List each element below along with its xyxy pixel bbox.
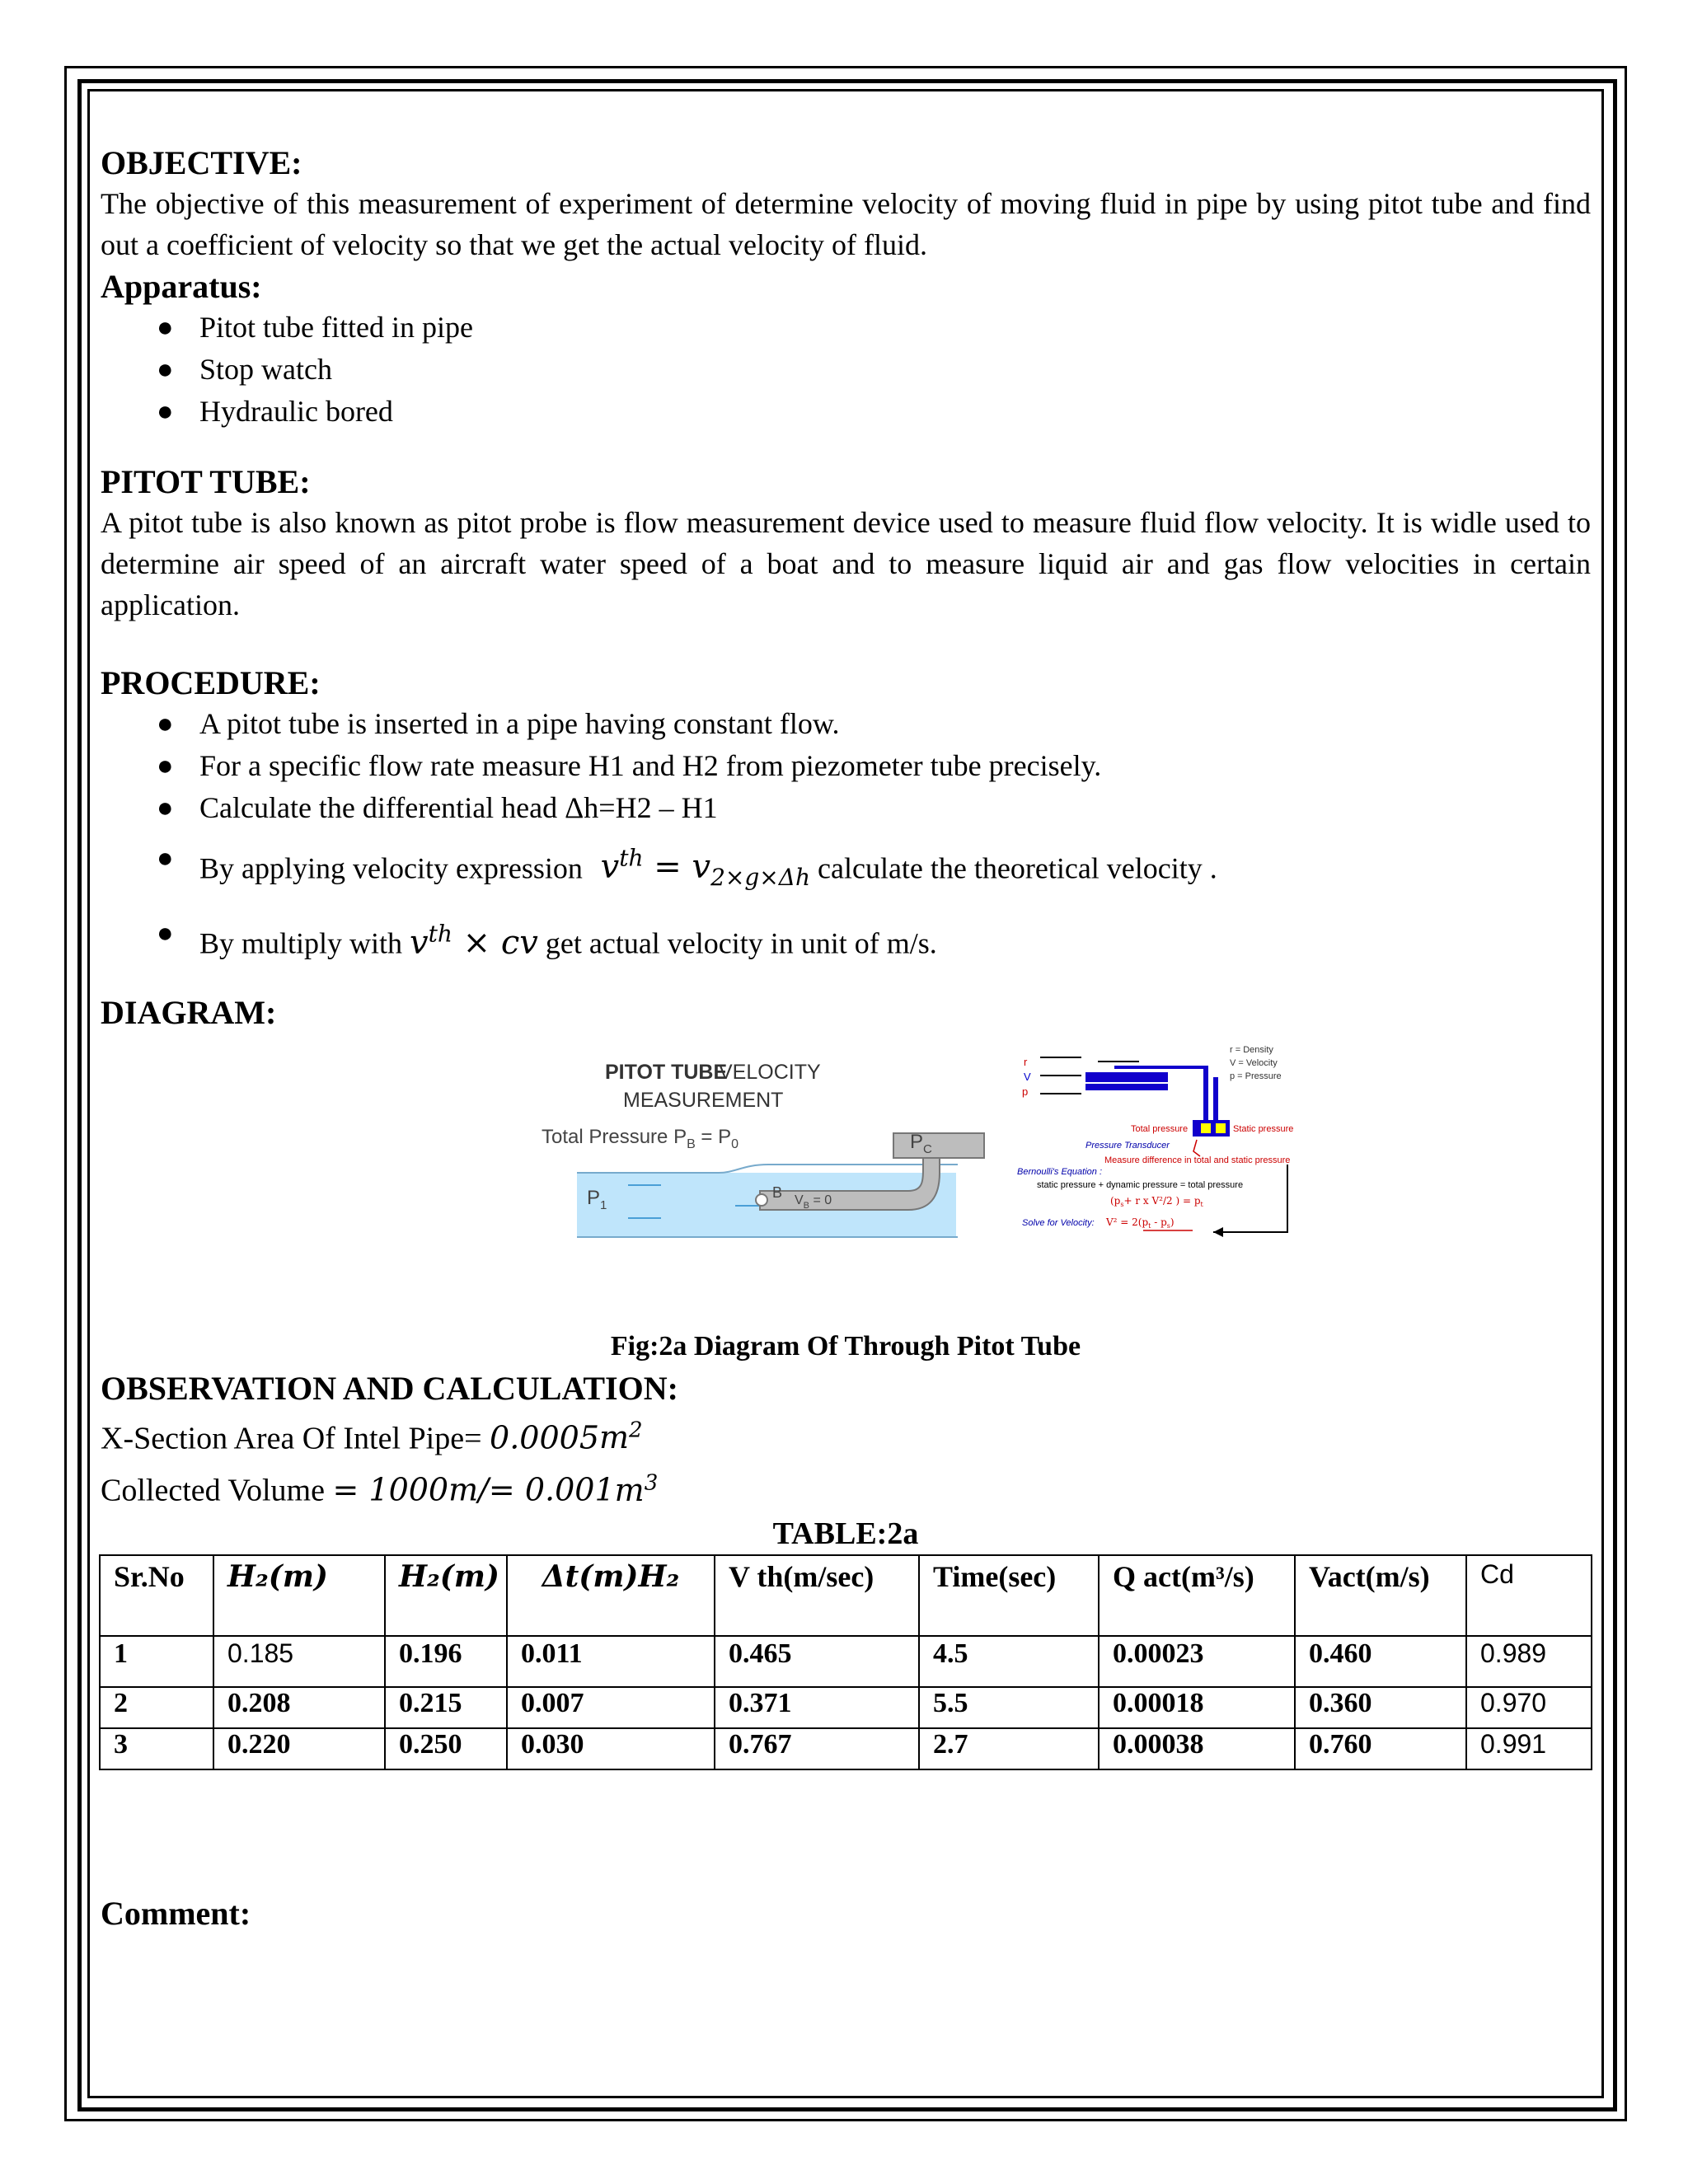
table-cell: 0.185	[213, 1636, 385, 1687]
table-cell: 0.991	[1466, 1728, 1592, 1769]
table-cell: 0.989	[1466, 1636, 1592, 1687]
list-item: ● Pitot tube fitted in pipe	[157, 311, 473, 344]
bernoulli-label: Bernoulli's Equation :	[1017, 1166, 1102, 1177]
total-pressure-label: Total Pressure P	[542, 1125, 687, 1148]
table-cell: 0.196	[385, 1636, 507, 1687]
b-label: B	[772, 1183, 783, 1201]
table-title: TABLE:2a	[772, 1516, 919, 1551]
velocity-expression: $v^{th} = v_{2\times g\times\Delta h}$	[589, 845, 811, 892]
col-header: H₂(m)	[385, 1555, 507, 1636]
list-item: ● Stop watch	[157, 353, 332, 386]
table-row	[100, 1728, 1592, 1769]
table-cell: 2.7	[919, 1728, 1099, 1769]
solve-label: Solve for Velocity:	[1022, 1217, 1095, 1228]
legend-density: r = Density	[1230, 1044, 1273, 1055]
table-row	[100, 1687, 1592, 1728]
volume-line: Collected Volume = $1000m/= 0.001m^3$	[101, 1470, 659, 1508]
transducer-label: Pressure Transducer	[1085, 1140, 1170, 1151]
svg-text:PC: $P_C$	[910, 1130, 932, 1156]
col-header: Vact(m/s)	[1295, 1555, 1466, 1636]
svg-text:P1: $P_1$	[587, 1186, 607, 1212]
pitot-text: A pitot tube is also known as pitot probe is flow measurement device used to measure fluid flow velocity. It is widle used to determine air speed of an aircraft water speed of a boat and to measure liquid air and gas flow velocities in certain application.	[101, 506, 1591, 621]
objective-text: The objective of this measurement of experiment of determine velocity of moving fluid in pipe by using pitot tube and find out a coefficient of velocity so that we get the actual velocity of fluid.	[101, 187, 1591, 261]
p1-label: P	[587, 1186, 601, 1209]
svg-text:(ps+ r x V²/2 ) = pt: ($p_s+ r$ x V²/2 ) = $p_t$	[1110, 1194, 1203, 1208]
svg-text:Total Pressure PB = P0: Total Pressure $P_B = P_0$	[542, 1125, 739, 1151]
right-letter-v: V	[1024, 1070, 1031, 1083]
table-cell: 3	[100, 1728, 213, 1769]
table-cell: 0.215	[385, 1687, 507, 1728]
observation-heading: OBSERVATION AND CALCULATION:	[101, 1369, 678, 1407]
static-pressure-right: Static pressure	[1233, 1123, 1294, 1134]
list-item: ● Calculate the differential head Δh=H2 – H1	[157, 791, 718, 824]
legend-velocity: V = Velocity	[1230, 1057, 1278, 1068]
pc-label: P	[910, 1130, 924, 1153]
table-row	[100, 1636, 1592, 1687]
table-cell: 4.5	[919, 1636, 1099, 1687]
diagram-title-line2: MEASUREMENT	[623, 1088, 784, 1112]
table-header-row	[100, 1555, 1592, 1636]
total-pressure-right: Total pressure	[1131, 1123, 1189, 1134]
list-item: ● For a specific flow rate measure H1 and H2 from piezometer tube precisely.	[157, 749, 1102, 782]
table-cell: 0.767	[715, 1728, 919, 1769]
list-item: ● By applying velocity expression $v^{th} = v_{2\times g\times\Delta h}$ calculate the theoretical velocity .	[157, 843, 1217, 892]
diagram-title-rest: VELOCITY	[719, 1060, 821, 1084]
col-header: V th(m/sec)	[715, 1555, 919, 1636]
right-letter-p: p	[1022, 1085, 1029, 1098]
col-header: Δt(m)H₂	[507, 1555, 715, 1636]
col-header: Time(sec)	[919, 1555, 1099, 1636]
document-body	[101, 132, 1591, 1933]
table-cell: 0.360	[1295, 1687, 1466, 1728]
table-cell: 0.465	[715, 1636, 919, 1687]
table-cell: 0.00038	[1099, 1728, 1295, 1769]
table-cell: 0.208	[213, 1687, 385, 1728]
table-cell: 0.250	[385, 1728, 507, 1769]
pitot-heading: PITOT TUBE:	[101, 463, 311, 500]
observation-table	[99, 1554, 1592, 1770]
table-cell: 0.760	[1295, 1728, 1466, 1769]
table-cell: 0.030	[507, 1728, 715, 1769]
col-header: Cd	[1466, 1555, 1592, 1636]
apparatus-list	[101, 307, 1591, 433]
table-cell: 0.220	[213, 1728, 385, 1769]
diagram-caption: Fig:2a Diagram Of Through Pitot Tube	[610, 1330, 1081, 1361]
svg-text:VB = 0: $V_B = 0$	[795, 1193, 832, 1211]
measure-diff-label: Measure difference in total and static pressure	[1104, 1155, 1291, 1165]
table-cell: 1	[100, 1636, 213, 1687]
diagram-heading: DIAGRAM:	[101, 993, 277, 1031]
actual-velocity-expression: $v^{th}$ × cv	[410, 920, 538, 962]
svg-text:V² = 2(pt - ps): $V^2 = 2(p_t - p_s)$	[1106, 1216, 1175, 1230]
list-item: ● A pitot tube is inserted in a pipe having constant flow.	[157, 707, 840, 740]
table-cell: 0.460	[1295, 1636, 1466, 1687]
xsection-line: X-Section Area Of Intel Pipe= $0.0005m^2$	[101, 1418, 643, 1456]
procedure-list	[101, 703, 1591, 970]
diagram-title-bold: PITOT TUBE	[605, 1060, 728, 1084]
list-item: ● Hydraulic bored	[157, 395, 393, 428]
table-cell: 0.970	[1466, 1687, 1592, 1728]
table-cell: 2	[100, 1687, 213, 1728]
table-cell: 0.011	[507, 1636, 715, 1687]
table-cell: 0.371	[715, 1687, 919, 1728]
bernoulli-equation: static pressure + dynamic pressure = total pressure	[1037, 1179, 1244, 1190]
table-cell: 0.00018	[1099, 1687, 1295, 1728]
table-cell: 0.00023	[1099, 1636, 1295, 1687]
apparatus-heading: Apparatus:	[101, 268, 262, 305]
objective-heading: OBJECTIVE:	[101, 144, 302, 181]
procedure-heading: PROCEDURE:	[101, 664, 321, 701]
legend-pressure: p = Pressure	[1230, 1071, 1282, 1081]
table-cell: 0.007	[507, 1687, 715, 1728]
col-header: Sr.No	[100, 1555, 213, 1636]
pitot-diagram-image	[471, 1041, 1296, 1255]
vb-label: V	[795, 1193, 804, 1207]
right-letter-r: r	[1024, 1055, 1028, 1068]
col-header: H₂(m)	[213, 1555, 385, 1636]
col-header: Q act(m³/s)	[1099, 1555, 1295, 1636]
pitot-diagram	[101, 1041, 1591, 1361]
table-cell: 5.5	[919, 1687, 1099, 1728]
comment-heading: Comment:	[101, 1894, 251, 1932]
list-item: ● By multiply with $v^{th}$ × cv get actual velocity in unit of m/s.	[157, 918, 937, 962]
